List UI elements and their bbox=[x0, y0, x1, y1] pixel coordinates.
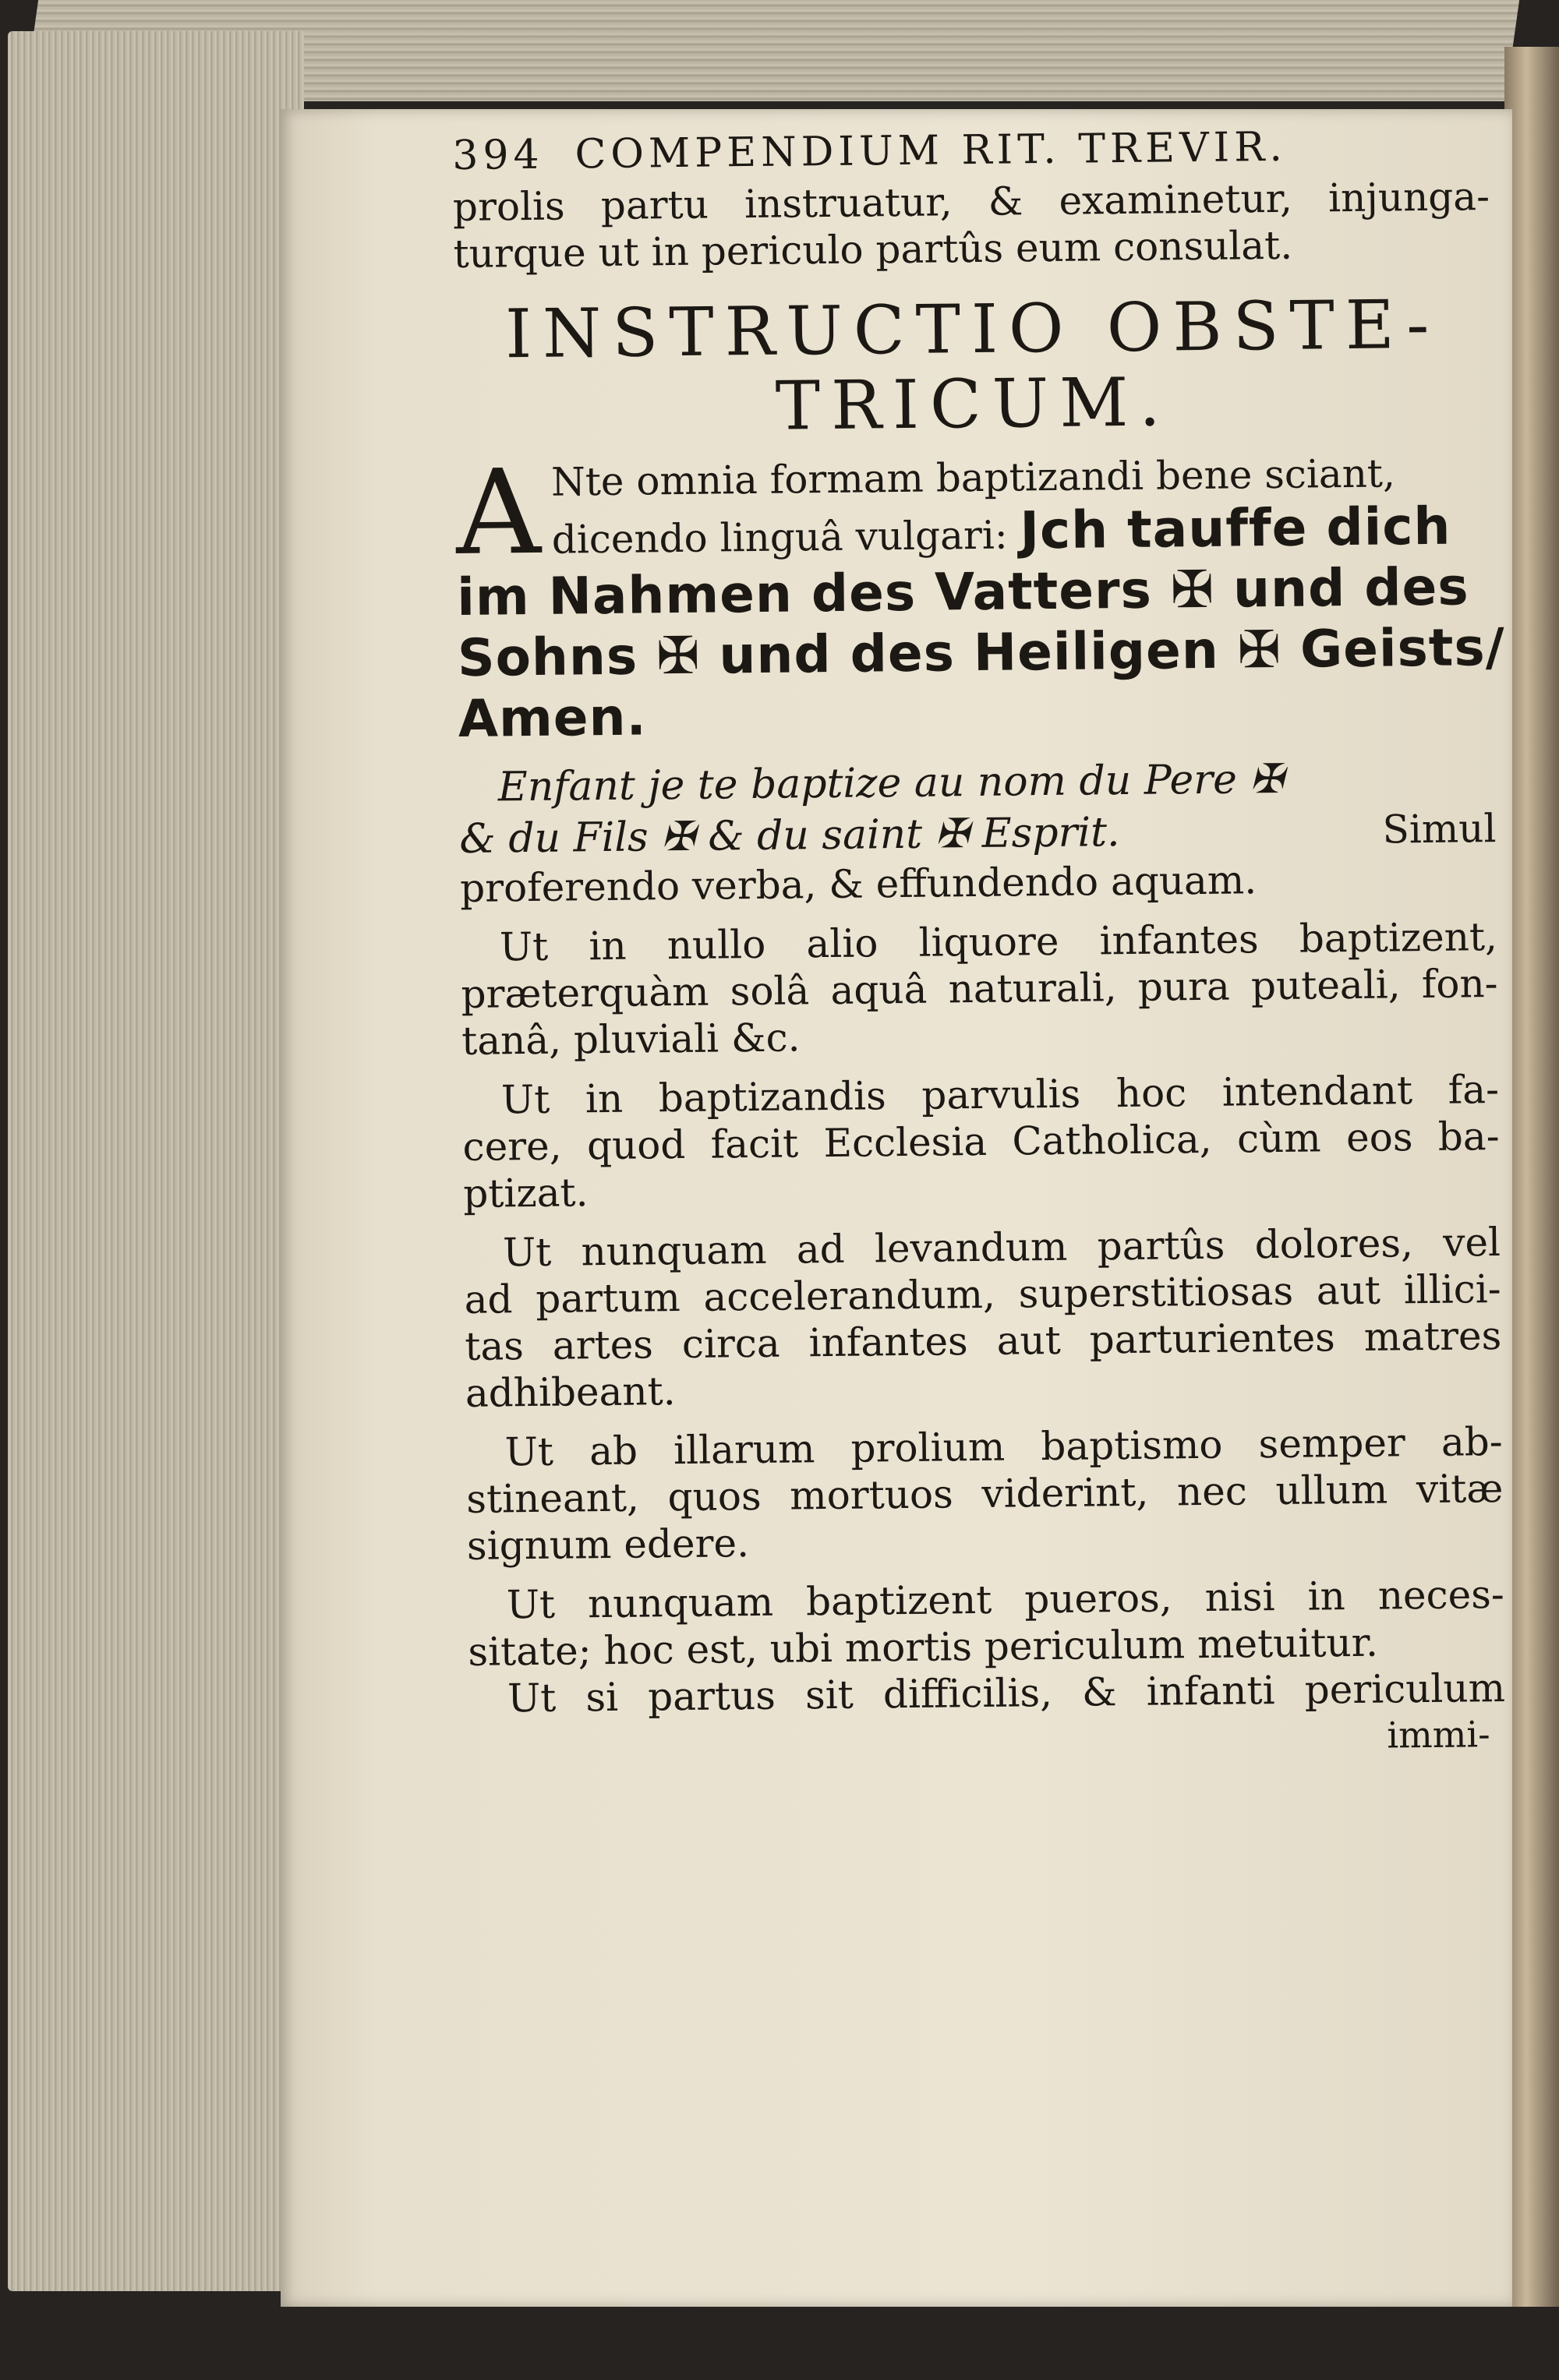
running-head-title: COMPENDIUM RIT. TREVIR. bbox=[574, 123, 1288, 178]
running-head bbox=[452, 122, 1490, 179]
text-line: sitate; hoc est, ubi mortis periculum metuitur. bbox=[468, 1619, 1379, 1675]
german-line: im Nahmen des Vatters ✠ und des bbox=[456, 556, 1469, 627]
book-page bbox=[281, 109, 1512, 2307]
text-line: proferendo verba, & effundendo aquam. bbox=[459, 857, 1257, 911]
section-heading bbox=[454, 287, 1492, 447]
paragraph bbox=[461, 913, 1499, 1065]
book-page-edges bbox=[8, 31, 304, 2291]
text-fragment: Simul bbox=[1382, 806, 1497, 853]
text-line: Ut in nullo alio liquore infantes baptizent, bbox=[499, 914, 1498, 970]
page-number: 394 bbox=[452, 131, 544, 179]
text-fragment: dicendo linguâ vulgari: bbox=[551, 512, 1008, 563]
french-text: & du Fils ✠ & du saint ✠ Esprit. bbox=[459, 809, 1120, 863]
text-line: Ut si partus sit difficilis, & infanti periculum bbox=[507, 1665, 1506, 1721]
paragraph bbox=[464, 1219, 1502, 1417]
text-line: ptizat. bbox=[462, 1170, 589, 1216]
german-line: Amen. bbox=[458, 687, 647, 749]
heading-line: INSTRUCTIO OBSTE- bbox=[504, 285, 1441, 374]
book-cover-edge bbox=[1504, 47, 1559, 2307]
text-line: Nte omnia formam baptizandi bene sciant, bbox=[550, 450, 1396, 505]
text-line: prolis partu instruatur, & examinetur, injunga- bbox=[452, 174, 1490, 230]
german-text: Jch tauffe dich bbox=[1020, 496, 1451, 561]
text-line: tanâ, pluviali &c. bbox=[461, 1015, 801, 1064]
text-line: Ut in baptizandis parvulis hoc intendant fa- bbox=[500, 1067, 1500, 1123]
instruction-paragraph bbox=[455, 444, 1506, 750]
text-line: ad partum accelerandum, superstitiosas aut illici- bbox=[464, 1266, 1501, 1322]
drop-cap: A bbox=[455, 444, 542, 581]
french-formula bbox=[458, 751, 1497, 912]
text-line: Ut ab illarum prolium baptismo semper ab- bbox=[504, 1418, 1503, 1475]
text-line: Ut nunquam ad levandum partûs dolores, vel bbox=[502, 1219, 1501, 1276]
text-line: turque ut in periculo partûs eum consulat. bbox=[453, 222, 1293, 277]
text-line: stineant, quos mortuos viderint, nec ullum vitæ bbox=[466, 1465, 1504, 1522]
french-line: Enfant je te baptize au nom du Pere ✠ bbox=[497, 755, 1285, 811]
text-line bbox=[456, 496, 1494, 567]
german-line: Sohns ✠ und des Heiligen ✠ Geists/ bbox=[457, 616, 1506, 688]
paragraph bbox=[462, 1066, 1501, 1217]
heading-line: TRICUM. bbox=[775, 363, 1172, 446]
page-text bbox=[452, 122, 1511, 2252]
text-line: Ut nunquam baptizent pueros, nisi in neces- bbox=[506, 1571, 1505, 1628]
text-line: adhibeant. bbox=[465, 1368, 676, 1416]
paragraph bbox=[465, 1418, 1504, 1570]
text-line: præterquàm solâ aquâ naturali, pura puteali, fon- bbox=[461, 961, 1498, 1017]
catchword: immi- bbox=[1387, 1713, 1490, 1757]
text-line: cere, quod facit Ecclesia Catholica, cùm eos ba- bbox=[462, 1114, 1500, 1170]
text-line: tas artes circa infantes aut parturientes matres bbox=[465, 1312, 1502, 1369]
paragraph bbox=[467, 1571, 1504, 1676]
text-line: signum edere. bbox=[466, 1520, 750, 1569]
